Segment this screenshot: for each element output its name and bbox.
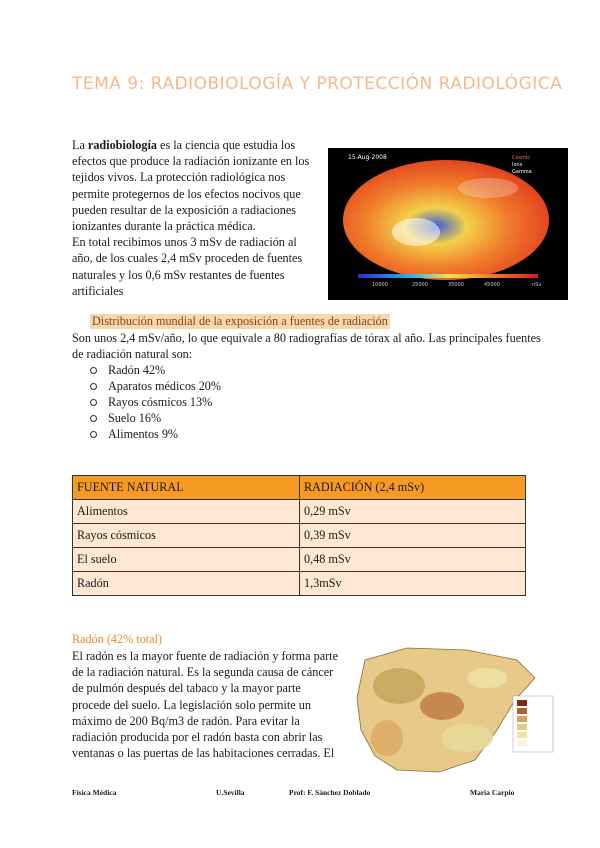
intro-paragraph-2: En total recibimos unos 3 mSv de radiación al año, de los cuales 2,4 mSv proceden de fuentes naturales y los 0,6 mSv restantes de fuentes artificiales: [72, 235, 303, 298]
svg-text:25000: 25000: [412, 282, 428, 288]
globe-legend-1: Cosmic: [512, 155, 531, 161]
world-radiation-map-image: [328, 148, 568, 300]
iberia-radon-map-image: [347, 638, 569, 782]
table-header-radiation: RADIACIÓN (2,4 mSv): [300, 476, 526, 500]
table-row: Alimentos 0,29 mSv: [73, 500, 526, 524]
svg-text:10000: 10000: [372, 282, 388, 288]
table-header-source: FUENTE NATURAL: [73, 476, 300, 500]
sources-list: [90, 362, 221, 442]
globe-date: 15-Aug-2008: [348, 154, 387, 161]
globe-legend-2: Ions: [512, 162, 523, 168]
exposure-text: Son unos 2,4 mSv/año, lo que equivale a 80 radiografías de tórax al año. Las principales fuentes de radiación natural son:: [72, 331, 541, 361]
globe-figure: [328, 148, 568, 300]
footer-subject: Física Médica: [72, 788, 117, 797]
footer-author: Maria Carpio: [470, 788, 515, 797]
page-title: TEMA 9: RADIOBIOLOGÍA Y PROTECCIÓN RADIOLÓGICA: [72, 74, 563, 94]
footer-professor: Prof: F. Sánchez Doblado: [289, 788, 371, 797]
table-header-row: [73, 476, 526, 500]
table-row: El suelo 0,48 mSv: [73, 548, 526, 572]
globe-legend-3: Gamma: [512, 169, 532, 175]
list-item: Aparatos médicos 20%: [90, 378, 221, 394]
section-subheading: Distribución mundial de la exposición a fuentes de radiación: [92, 314, 388, 328]
list-item: Radón 42%: [90, 362, 221, 378]
list-item: Rayos cósmicos 13%: [90, 394, 221, 410]
table-row: Rayos cósmicos 0,39 mSv: [73, 524, 526, 548]
svg-text:45000: 45000: [484, 282, 500, 288]
radiation-table: [72, 475, 526, 596]
intro-paragraph-1: La radiobiología es la ciencia que estudia los efectos que produce la radiación ionizante en los tejidos vivos. La protección radiológica nos permite protegernos de los efectos nocivos que pueden resultar de la exposición a radiaciones ionizantes durante la práctica médica.: [72, 138, 310, 234]
map-figure: [347, 638, 569, 782]
intro-text: [72, 137, 318, 299]
list-item: Alimentos 9%: [90, 426, 221, 442]
radon-text: El radón es la mayor fuente de radiación y forma parte de la radiación natural. Es la segunda causa de cáncer de pulmón después del tabaco y la mayor parte procede del suelo. La legislación solo permite un máximo de 200 Bq/m3 de radón. Para evitar la radiación producida por el radón basta con abrir las ventanas o las puertas de las habitaciones cerradas. El: [72, 649, 338, 761]
radon-heading: Radón (42% total): [72, 632, 163, 646]
footer-university: U.Sevilla: [216, 788, 245, 797]
svg-text:nSv: nSv: [532, 282, 542, 288]
radiobiologia-term: radiobiología: [87, 138, 157, 152]
globe-ellipse: [343, 160, 549, 280]
globe-color-scale: [358, 274, 538, 278]
table-row: Radón 1,3mSv: [73, 572, 526, 596]
list-item: Suelo 16%: [90, 410, 221, 426]
svg-text:35000: 35000: [448, 282, 464, 288]
